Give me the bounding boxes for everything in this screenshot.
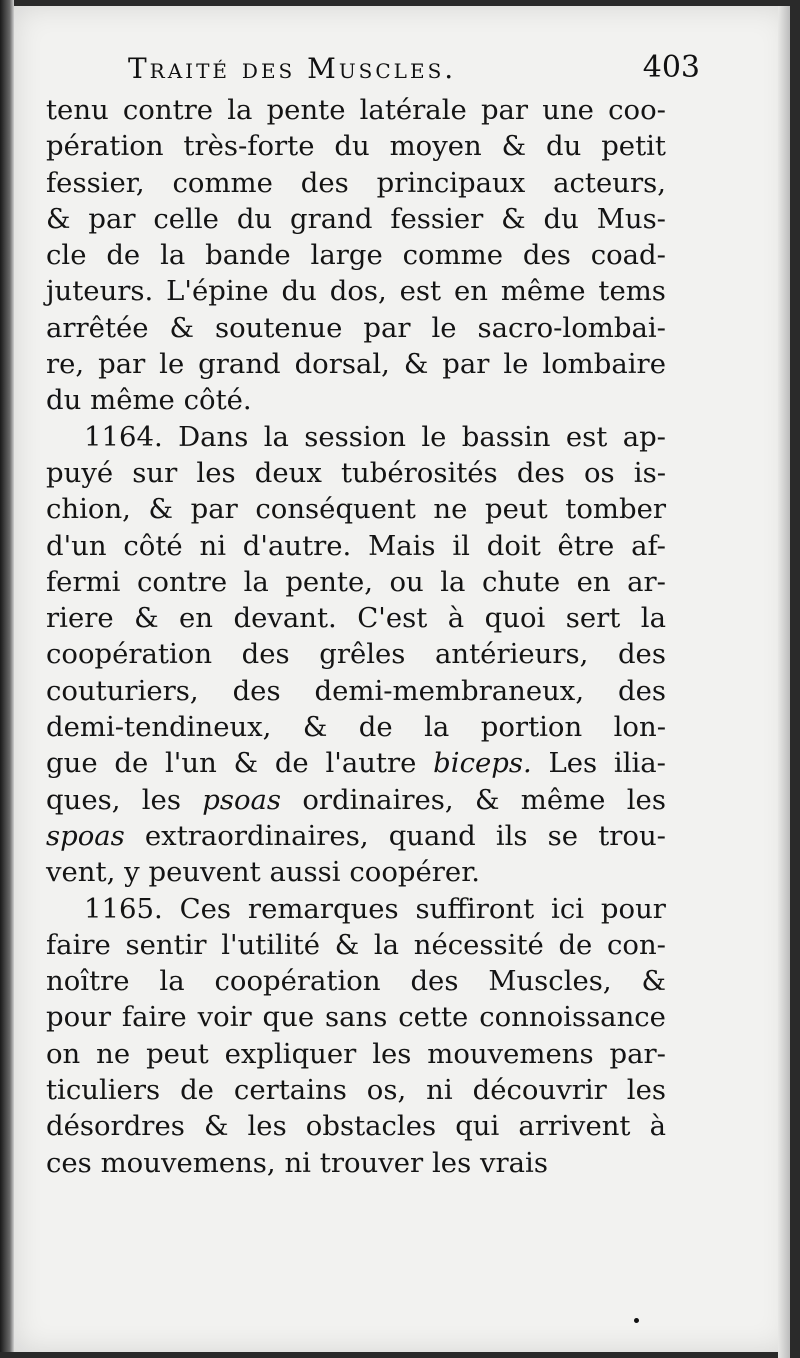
text-line: gue de l'un & de l'autre biceps. Les ilia- <box>46 747 666 780</box>
text-line: ticuliers de certains os, ni découvrir les <box>46 1074 666 1107</box>
text-line: re, par le grand dorsal, & par le lombaire <box>46 348 666 381</box>
text-line: couturiers, des demi-membraneux, des <box>46 674 666 707</box>
text-line: faire sentir l'utilité & la nécessité de con- <box>46 928 666 961</box>
text-line: ques, les psoas ordinaires, & même les <box>46 783 666 816</box>
text-line: ces mouvemens, ni trouver les vrais <box>46 1146 548 1179</box>
page-number: 403 <box>642 50 700 85</box>
text-line: 1164. Dans la session le bassin est ap- <box>84 420 666 453</box>
text-line: noître la coopération des Muscles, & <box>46 965 666 998</box>
text-line: pour faire voir que sans cette connoissance <box>46 1001 666 1034</box>
text-line: désordres & les obstacles qui arrivent à <box>46 1110 666 1143</box>
text-line: juteurs. L'épine du dos, est en même tems <box>46 275 666 308</box>
text-line: on ne peut expliquer les mouvemens par- <box>46 1037 666 1070</box>
text-line: chion, & par conséquent ne peut tomber <box>46 493 666 526</box>
running-head: Traité des Muscles. <box>128 52 457 85</box>
text-line: & par celle du grand fessier & du Mus- <box>46 202 666 235</box>
text-line: coopération des grêles antérieurs, des <box>46 638 666 671</box>
text-line: spoas extraordinaires, quand ils se trou- <box>46 819 666 852</box>
page-edge <box>778 6 790 1358</box>
text-line: puyé sur les deux tubérosités des os is- <box>46 456 666 489</box>
text-line: fessier, comme des principaux acteurs, <box>46 166 666 199</box>
text-line: fermi contre la pente, ou la chute en ar- <box>46 565 666 598</box>
text-line: du même côté. <box>46 384 252 417</box>
text-line: vent, y peuvent aussi coopérer. <box>46 856 481 889</box>
text-line: 1165. Ces remarques suffiront ici pour <box>84 892 666 925</box>
text-line: cle de la bande large comme des coad- <box>46 239 666 272</box>
text-line: pération très-forte du moyen & du petit <box>46 130 666 163</box>
ink-speck <box>634 1318 639 1323</box>
text-line: demi-tendineux, & de la portion lon- <box>46 711 666 744</box>
body-text <box>46 92 666 1181</box>
book-gutter-shadow <box>0 0 14 1352</box>
text-line: tenu contre la pente latérale par une coo- <box>46 94 666 126</box>
text-line: arrêtée & soutenue par le sacro-lombai- <box>46 311 666 344</box>
text-line: riere & en devant. C'est à quoi sert la <box>46 602 666 635</box>
text-line: d'un côté ni d'autre. Mais il doit être af- <box>46 529 666 562</box>
page-header <box>128 44 700 92</box>
